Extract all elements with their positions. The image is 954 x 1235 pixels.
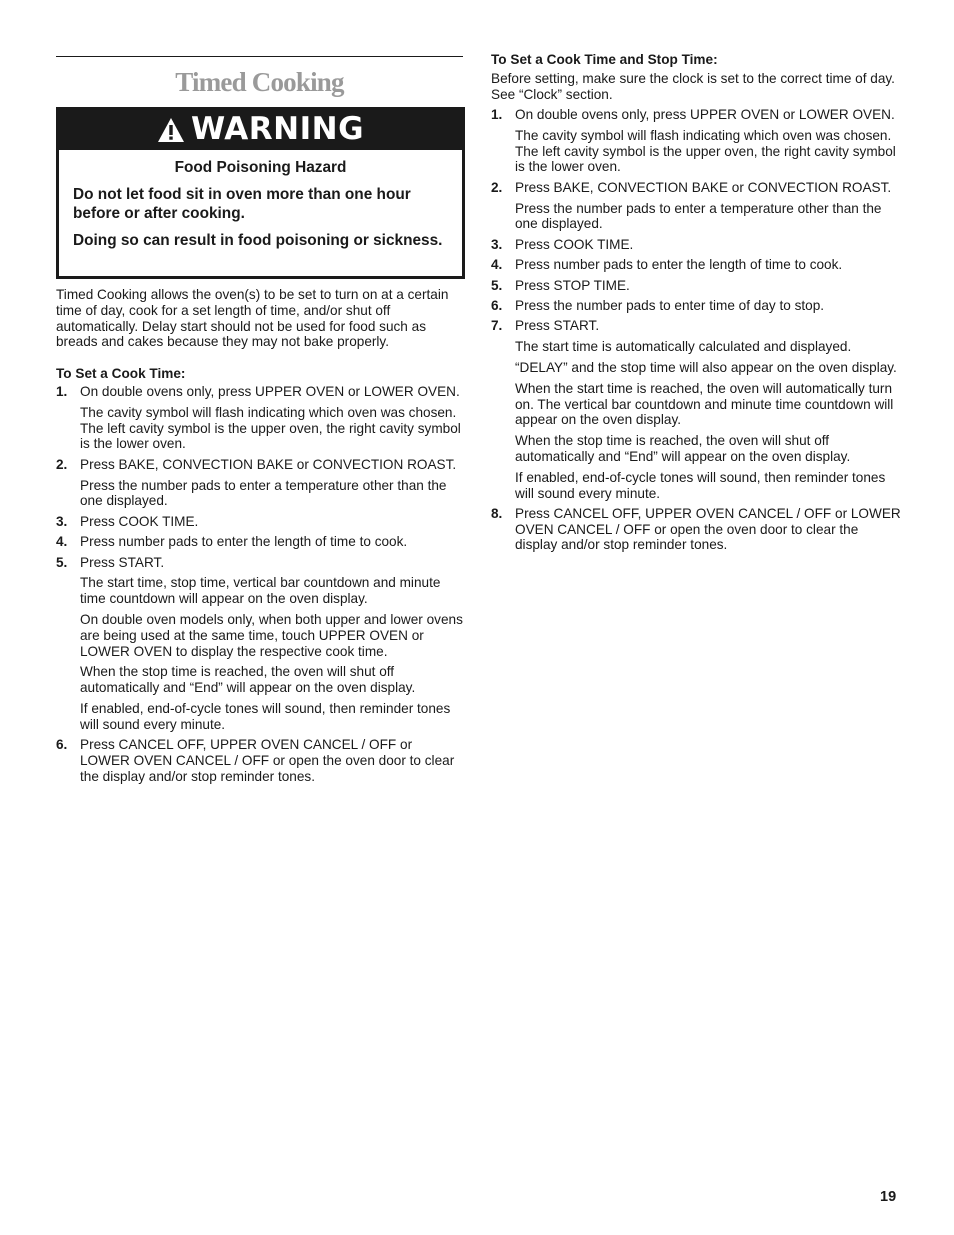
step-text: On double ovens only, press UPPER OVEN or LOWER OVEN. xyxy=(515,107,895,122)
step-item xyxy=(491,278,901,294)
warning-heading: WARNING xyxy=(190,111,365,148)
step-text: Press the number pads to enter time of day to stop. xyxy=(515,297,825,313)
step-detail: The cavity symbol will flash indicating which oven was chosen. The left cavity symbol is the upper oven, the right cavity symbol is the lower oven. xyxy=(80,404,461,452)
step-text: Press START. xyxy=(80,554,165,570)
step-detail: If enabled, end-of-cycle tones will sound, then reminder tones will sound every minute. xyxy=(515,469,886,501)
step-item xyxy=(491,506,901,553)
step-number: 6. xyxy=(56,737,68,753)
step-number: 1. xyxy=(56,384,68,399)
step-number: 7. xyxy=(491,318,503,334)
step-detail: The cavity symbol will flash indicating which oven was chosen. The left cavity symbol is the upper oven, the right cavity symbol is the lower oven. xyxy=(515,127,896,175)
step-number: 8. xyxy=(491,505,503,521)
step-detail: Press the number pads to enter a temperature other than the one displayed. xyxy=(80,477,447,509)
intro-paragraph: Timed Cooking allows the oven(s) to be set to turn on at a certain time of day, cook for a set length of time, and/or shut off automatically. Delay start should not be used for food such as breads and cakes because they may not bake properly. xyxy=(56,287,449,350)
step-item xyxy=(56,457,464,509)
step-text: Press START. xyxy=(515,318,600,334)
step-text: Press CANCEL OFF, UPPER OVEN CANCEL / OFF or LOWER OVEN CANCEL / OFF or open the oven door to clear the display and/or stop reminder tones. xyxy=(80,737,455,784)
step-text: Press COOK TIME. xyxy=(515,236,634,252)
step-detail: If enabled, end-of-cycle tones will sound, then reminder tones will sound every minute. xyxy=(80,700,451,732)
step-detail: When the start time is reached, the oven will automatically turn on. The vertical bar countdown and minute time countdown will appear on the oven display. xyxy=(515,380,894,428)
step-detail: “DELAY” and the stop time will also appear on the oven display. xyxy=(515,359,897,375)
warning-triangle-icon xyxy=(157,117,185,143)
step-detail: The start time is automatically calculated and displayed. xyxy=(515,339,852,355)
page-number: 19 xyxy=(880,1189,897,1205)
section-title: Timed Cooking xyxy=(175,67,344,97)
step-item xyxy=(56,534,464,550)
step-item xyxy=(56,384,464,452)
step-number: 2. xyxy=(56,456,68,472)
warning-box xyxy=(56,107,465,279)
warning-line-2: Doing so can result in food poisoning or sickness. xyxy=(73,231,443,249)
warning-body xyxy=(59,150,462,250)
cook-time-heading: To Set a Cook Time: xyxy=(56,366,186,381)
cook-stop-time-intro: Before setting, make sure the clock is set to the correct time of day. See “Clock” section. xyxy=(491,71,895,102)
step-text: Press number pads to enter the length of time to cook. xyxy=(80,534,408,550)
step-item xyxy=(491,257,901,273)
cook-stop-time-heading: To Set a Cook Time and Stop Time: xyxy=(491,52,718,67)
step-item xyxy=(56,555,464,733)
step-number: 3. xyxy=(56,513,68,529)
step-text: Press COOK TIME. xyxy=(80,513,199,529)
step-number: 5. xyxy=(56,554,68,570)
warning-hazard: Food Poisoning Hazard xyxy=(174,159,347,176)
step-item xyxy=(491,237,901,253)
step-text: Press CANCEL OFF, UPPER OVEN CANCEL / OFF or LOWER OVEN CANCEL / OFF or open the oven door to clear the display and/or stop reminder tones. xyxy=(515,505,901,553)
warning-line-1: Do not let food sit in oven more than one hour before or after cooking. xyxy=(73,185,411,222)
step-item xyxy=(491,180,901,232)
step-item xyxy=(491,298,901,314)
step-item xyxy=(491,318,901,501)
step-text: Press number pads to enter the length of time to cook. xyxy=(515,257,843,273)
step-number: 2. xyxy=(491,179,503,195)
step-text: Press BAKE, CONVECTION BAKE or CONVECTION ROAST. xyxy=(80,456,457,472)
step-text: Press BAKE, CONVECTION BAKE or CONVECTION ROAST. xyxy=(515,179,892,195)
cook-time-steps xyxy=(56,384,464,789)
step-number: 5. xyxy=(491,277,503,293)
warning-header xyxy=(59,110,462,150)
step-detail: When the stop time is reached, the oven will shut off automatically and “End” will appear on the oven display. xyxy=(80,664,416,696)
step-text: Press STOP TIME. xyxy=(515,277,630,293)
step-number: 1. xyxy=(491,107,503,122)
step-item xyxy=(491,107,901,175)
step-detail: When the stop time is reached, the oven will shut off automatically and “End” will appear on the oven display. xyxy=(515,433,851,464)
title-rule xyxy=(56,56,463,57)
step-detail: On double oven models only, when both upper and lower ovens are being used at the same time, touch UPPER OVEN or LOWER OVEN to display the respective cook time. xyxy=(80,611,463,659)
step-number: 4. xyxy=(56,534,68,550)
step-number: 6. xyxy=(491,297,503,313)
cook-stop-time-steps xyxy=(491,107,901,558)
step-text: On double ovens only, press UPPER OVEN or LOWER OVEN. xyxy=(80,384,460,399)
step-detail: Press the number pads to enter a temperature other than the one displayed. xyxy=(515,200,882,232)
step-number: 4. xyxy=(491,257,503,273)
step-number: 3. xyxy=(491,236,503,252)
step-item xyxy=(56,737,464,784)
step-item xyxy=(56,514,464,530)
step-detail: The start time, stop time, vertical bar countdown and minute time countdown will appear on the oven display. xyxy=(80,575,441,607)
